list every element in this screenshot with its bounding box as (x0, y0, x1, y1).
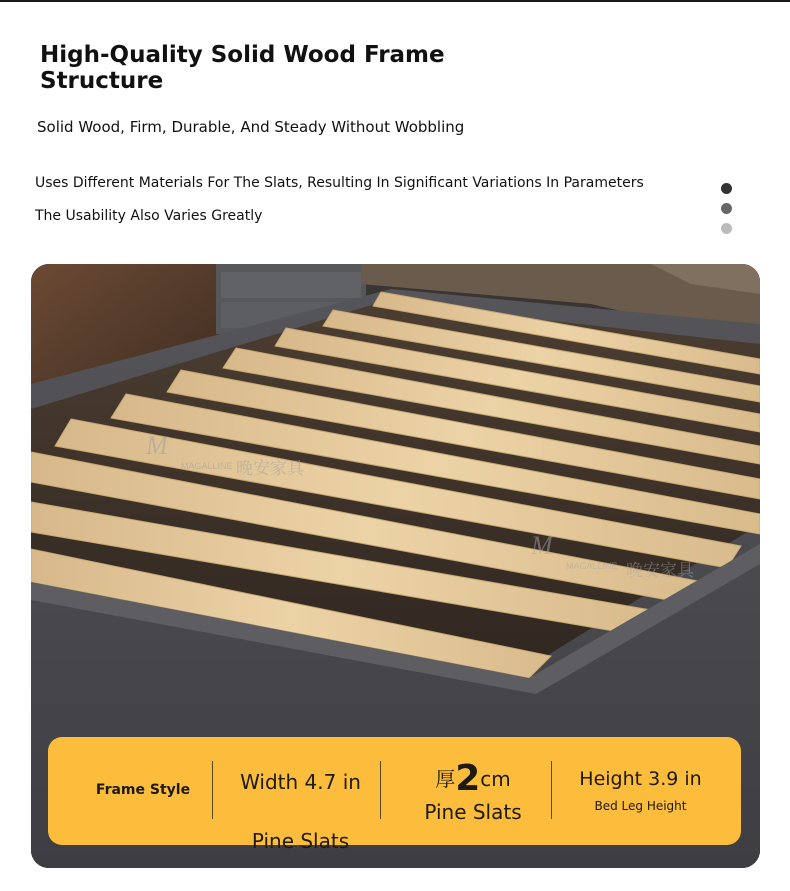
spec-divider-2 (380, 761, 381, 819)
spec-slat-width (218, 737, 383, 853)
spec-divider-3 (551, 761, 552, 819)
description-line-1: Uses Different Materials For The Slats, Resulting In Significant Variations In Parameters (35, 175, 644, 191)
spec-frame-style (88, 737, 198, 845)
carousel-indicator (721, 183, 733, 243)
watermark-logo-1: M (146, 431, 168, 460)
frame-style-label: Frame Style (95, 782, 191, 798)
spec-divider-1 (212, 761, 213, 819)
thickness-caption: Pine Slats (424, 800, 522, 824)
spec-slat-thickness (388, 737, 558, 845)
watermark-brand-2: MAGALLINE (566, 561, 618, 571)
specs-bar (48, 737, 741, 853)
page-title: High-Quality Solid Wood Frame Structure (40, 42, 445, 94)
watermark-brand-1: MAGALLINE (181, 461, 233, 471)
thickness-prefix: 厚 (435, 767, 456, 791)
subtitle: Solid Wood, Firm, Durable, And Steady Without Wobbling (37, 118, 465, 136)
width-caption: Pine Slats (251, 829, 350, 853)
top-divider-line (0, 0, 790, 2)
watermark-text-2: 晚安家具 (626, 561, 694, 581)
spec-leg-height (558, 737, 723, 845)
thickness-number: 2 (455, 758, 481, 799)
thickness-unit: cm (480, 767, 511, 791)
carousel-dot-1[interactable] (721, 183, 732, 194)
thickness-value (388, 760, 558, 798)
watermark-logo-2: M (531, 531, 553, 560)
carousel-dot-3[interactable] (721, 223, 732, 234)
height-caption: Bed Leg Height (594, 799, 687, 813)
watermark-text-1: 晚安家具 (236, 459, 304, 479)
description-line-2: The Usability Also Varies Greatly (35, 208, 263, 224)
carousel-dot-2[interactable] (721, 203, 732, 214)
width-value: Width 4.7 in (240, 770, 361, 794)
height-value: Height 3.9 in (579, 768, 702, 790)
